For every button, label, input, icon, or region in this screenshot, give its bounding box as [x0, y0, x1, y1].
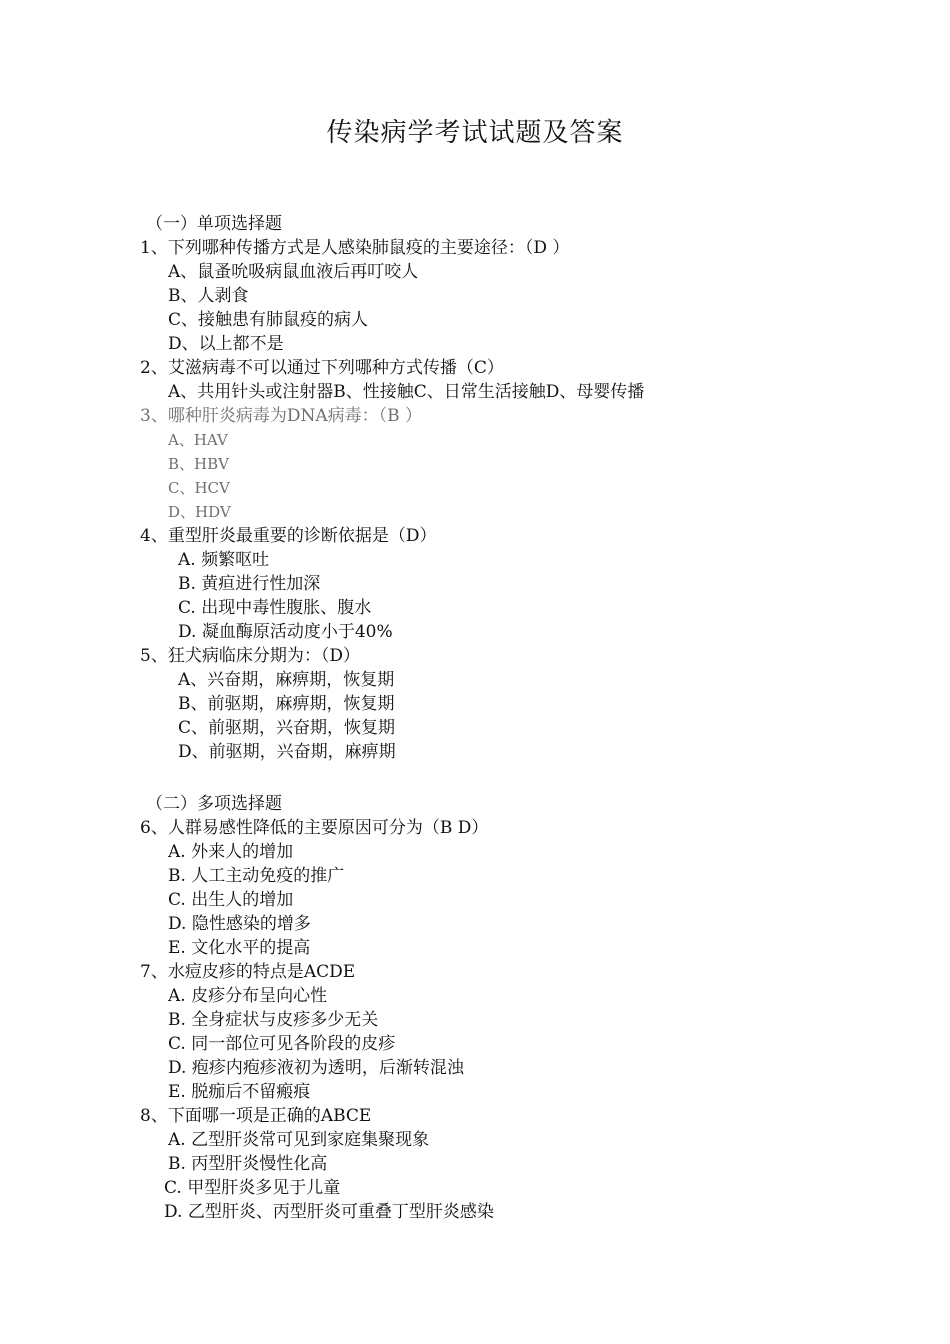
question-3: [140, 404, 840, 524]
option: E. 脱痂后不留瘢痕: [168, 1082, 311, 1102]
option: A. 乙型肝炎常可见到家庭集聚现象: [168, 1130, 430, 1150]
question-text: 5、狂犬病临床分期为：（D）: [140, 646, 360, 666]
option: C. 同一部位可见各阶段的皮疹: [168, 1034, 396, 1054]
option: A、共用针头或注射器B、性接触C、日常生活接触D、母婴传播: [168, 382, 645, 402]
question-1: [140, 236, 840, 356]
question-text: 1、下列哪种传播方式是人感染肺鼠疫的主要途径：（D ）: [140, 238, 570, 258]
question-text: 2、艾滋病毒不可以通过下列哪种方式传播（C）: [140, 358, 504, 378]
option: C. 出生人的增加: [168, 890, 294, 910]
option: A、兴奋期，麻痹期，恢复期: [178, 670, 395, 690]
section-heading: （一）单项选择题: [146, 214, 282, 234]
option: D、前驱期，兴奋期，麻痹期: [178, 742, 396, 762]
section-single-choice: [140, 212, 840, 764]
option: D. 隐性感染的增多: [168, 914, 311, 934]
option: A、HAV: [168, 431, 228, 449]
section-multiple-choice: [140, 792, 840, 1224]
option: D. 凝血酶原活动度小于40%: [178, 622, 393, 642]
document-title: 传染病学考试试题及答案: [326, 118, 624, 148]
option: B. 人工主动免疫的推广: [168, 866, 345, 886]
option: D、以上都不是: [168, 334, 284, 354]
question-text: 4、重型肝炎最重要的诊断依据是（D）: [140, 526, 437, 546]
option: B、前驱期，麻痹期，恢复期: [178, 694, 395, 714]
section-spacer: [140, 764, 840, 792]
option: C、HCV: [168, 479, 230, 497]
option: E. 文化水平的提高: [168, 938, 311, 958]
option: C、接触患有肺鼠疫的病人: [168, 310, 369, 330]
option: A. 频繁呕吐: [178, 550, 270, 570]
option: A、鼠蚤吮吸病鼠血液后再叮咬人: [168, 262, 419, 282]
option: C. 甲型肝炎多见于儿童: [164, 1178, 341, 1198]
section-heading: （二）多项选择题: [146, 794, 282, 814]
question-2: [140, 356, 840, 404]
option: D、HDV: [168, 503, 231, 521]
option: B、HBV: [168, 455, 229, 473]
question-4: [140, 524, 840, 644]
question-7: [140, 960, 840, 1104]
document-body: [140, 212, 840, 1224]
option: B. 黄疸进行性加深: [178, 574, 321, 594]
option: C. 出现中毒性腹胀、腹水: [178, 598, 372, 618]
question-text: 6、人群易感性降低的主要原因可分为（B D）: [140, 818, 489, 838]
question-5: [140, 644, 840, 764]
option: B. 丙型肝炎慢性化高: [168, 1154, 328, 1174]
option: B、人剥食: [168, 286, 249, 306]
question-6: [140, 816, 840, 960]
question-8: [140, 1104, 840, 1224]
option: D. 乙型肝炎、丙型肝炎可重叠丁型肝炎感染: [164, 1202, 494, 1222]
question-text: 8、下面哪一项是正确的ABCE: [140, 1106, 372, 1126]
option: A. 外来人的增加: [168, 842, 294, 862]
question-text: 7、水痘皮疹的特点是ACDE: [140, 962, 356, 982]
question-text: 3、哪种肝炎病毒为DNA病毒：（B ）: [140, 406, 422, 426]
option: B. 全身症状与皮疹多少无关: [168, 1010, 379, 1030]
option: A. 皮疹分布呈向心性: [168, 986, 328, 1006]
option: D. 疱疹内疱疹液初为透明，后渐转混浊: [168, 1058, 464, 1078]
option: C、前驱期，兴奋期，恢复期: [178, 718, 396, 738]
